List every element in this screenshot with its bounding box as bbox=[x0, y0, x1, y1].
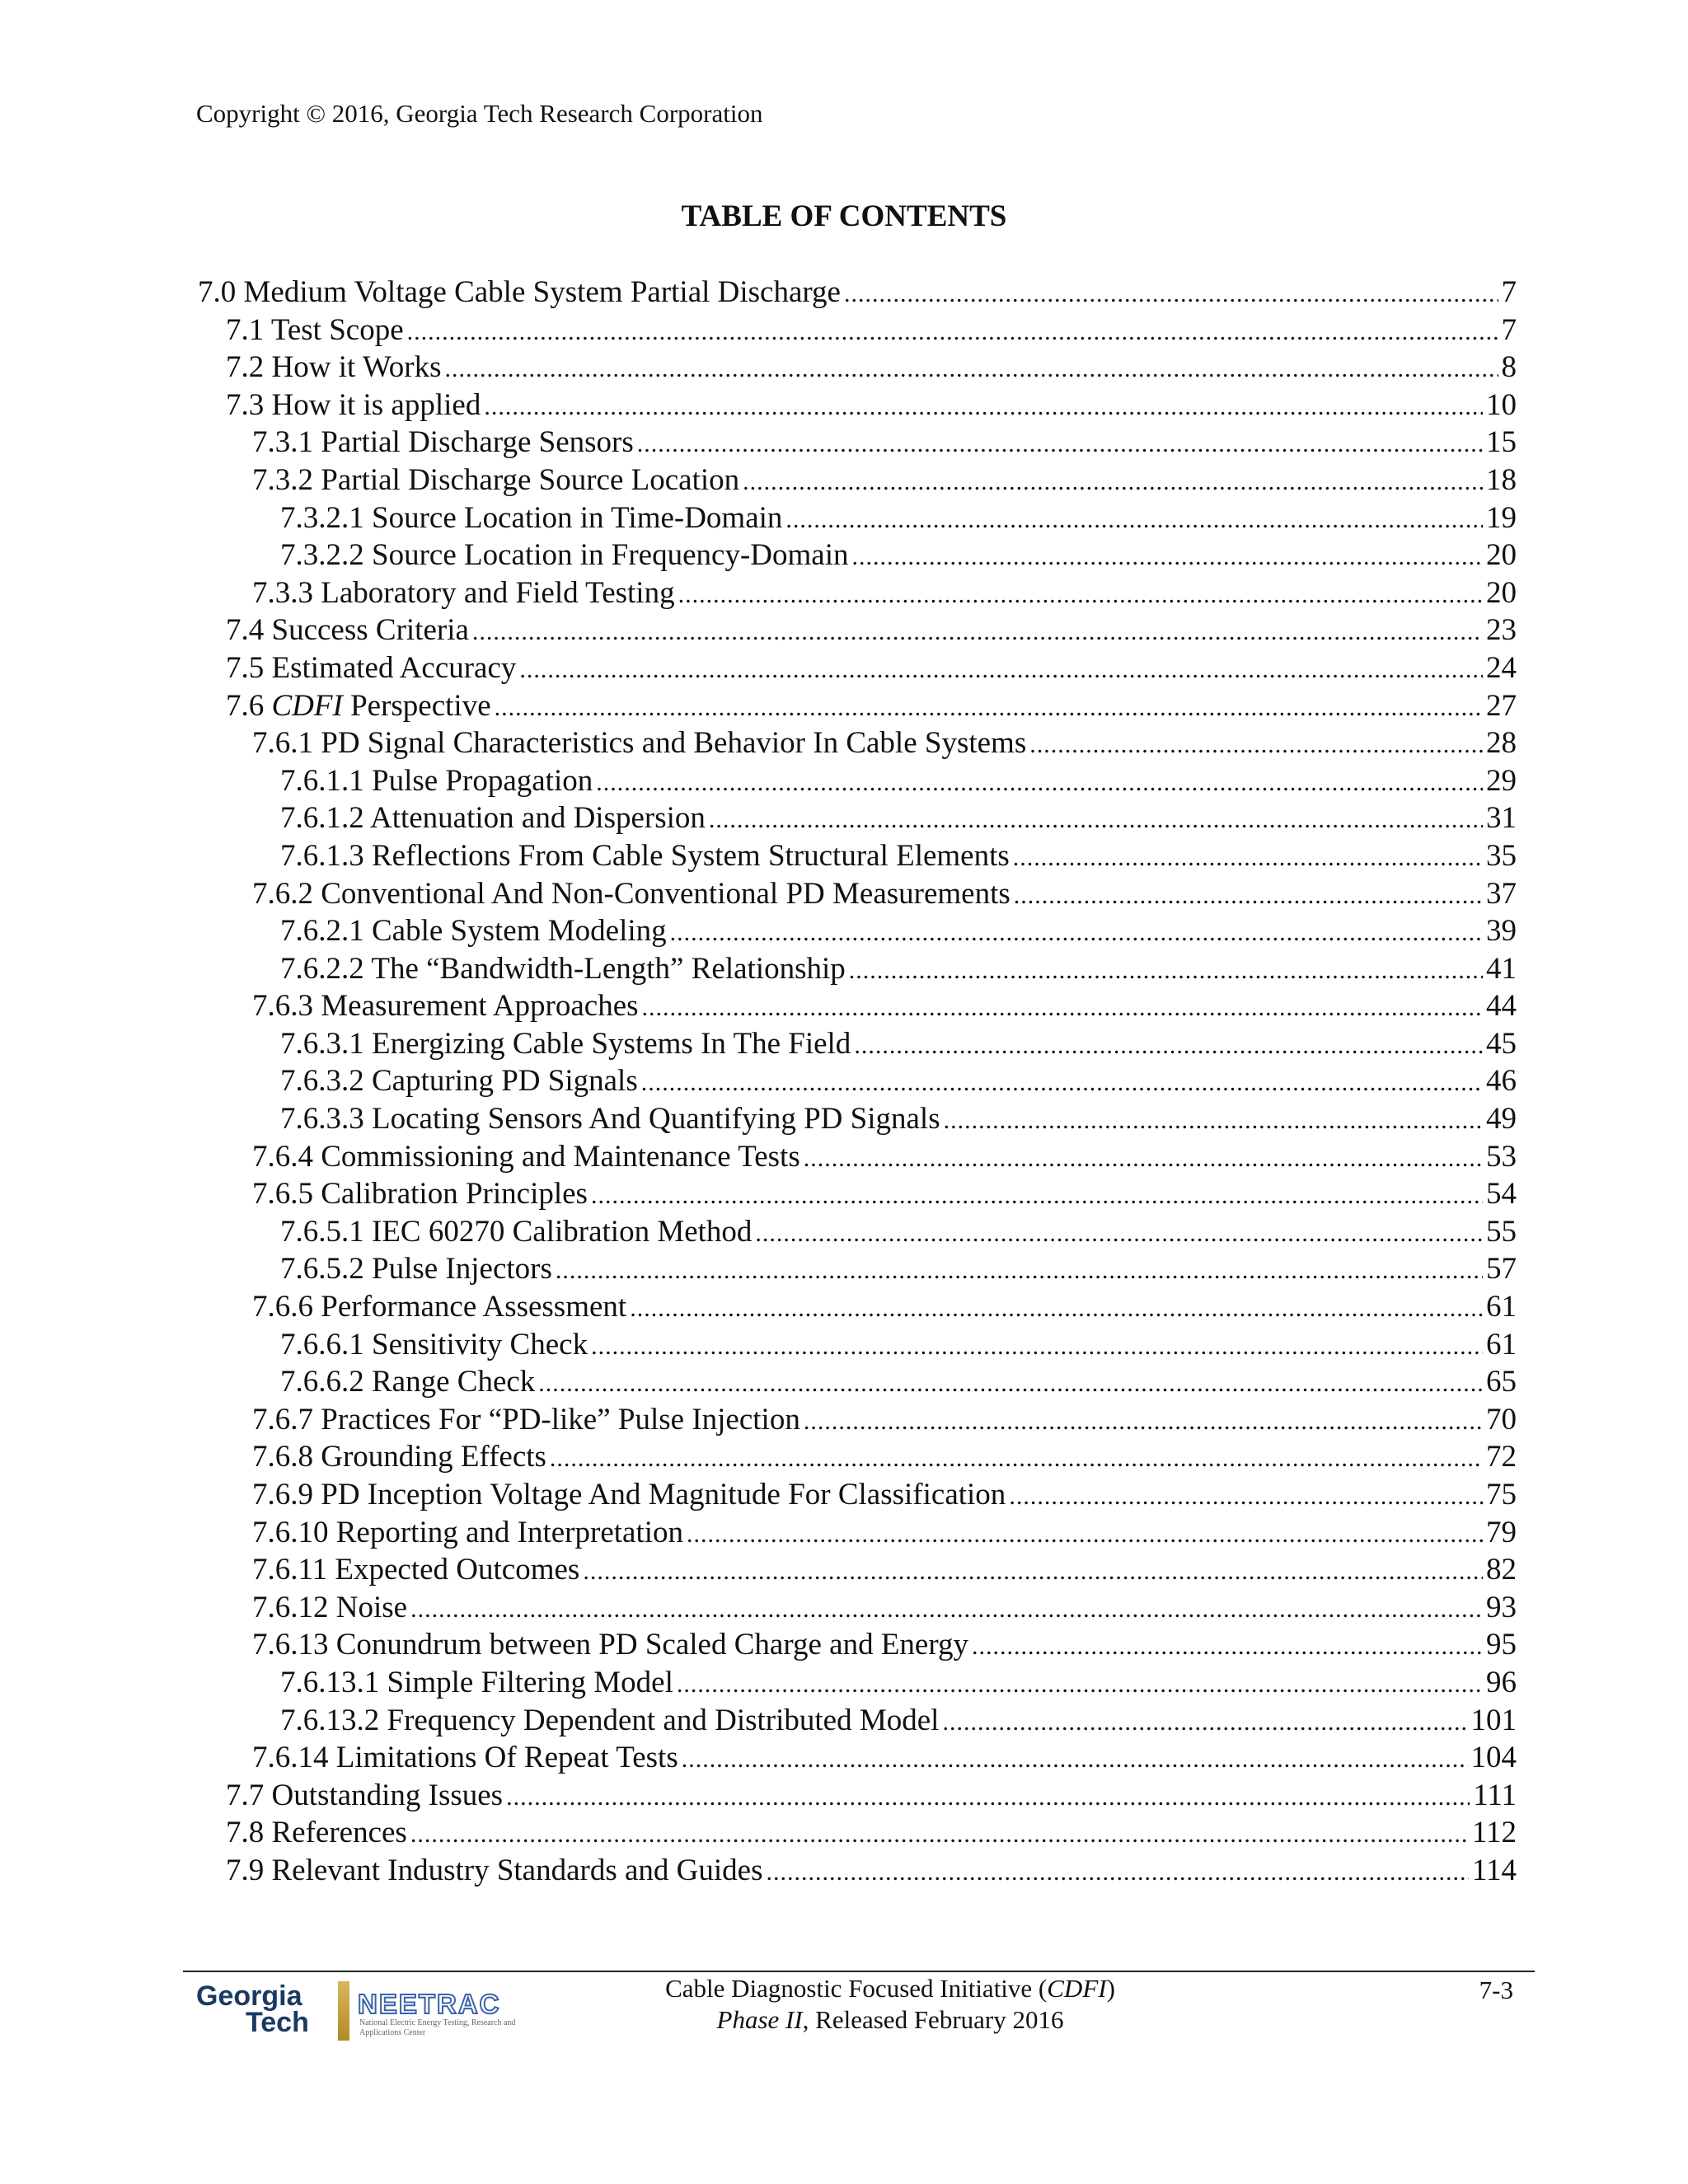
toc-page-number: 19 bbox=[1486, 500, 1517, 535]
toc-entry[interactable] bbox=[198, 1814, 1517, 1852]
toc-section-number: 7.3.3 bbox=[252, 575, 313, 610]
toc-entry[interactable] bbox=[198, 1589, 1517, 1627]
toc-dot-leader bbox=[538, 1365, 1483, 1401]
toc-section-title: Medium Voltage Cable System Partial Discharge bbox=[243, 275, 841, 309]
toc-section-title: Outstanding Issues bbox=[271, 1778, 504, 1812]
toc-entry-label bbox=[252, 1739, 678, 1777]
toc-page-number: 55 bbox=[1486, 1214, 1517, 1249]
toc-page-number: 75 bbox=[1486, 1478, 1517, 1511]
toc-entry-label bbox=[280, 1025, 851, 1063]
toc-section-number: 7.5 bbox=[226, 650, 265, 685]
toc-section-title: Conventional And Non-Conventional PD Measurements bbox=[321, 876, 1010, 911]
toc-entry[interactable] bbox=[198, 1626, 1517, 1664]
toc-dot-leader bbox=[445, 350, 1498, 387]
toc-dot-leader bbox=[851, 538, 1483, 574]
toc-section-number: 7.3.2.1 bbox=[280, 500, 364, 535]
toc-dot-leader bbox=[591, 1328, 1483, 1364]
toc-entry-label bbox=[280, 1702, 939, 1740]
toc-section-number: 7.6.1.3 bbox=[280, 838, 364, 873]
toc-entry[interactable] bbox=[198, 424, 1517, 462]
toc-dot-leader bbox=[596, 764, 1483, 800]
toc-dot-leader bbox=[591, 1177, 1483, 1213]
toc-section-title-italic: CDFI bbox=[271, 688, 343, 723]
toc-entry[interactable] bbox=[198, 1664, 1517, 1702]
toc-entry[interactable] bbox=[198, 687, 1517, 725]
toc-entry-label bbox=[280, 799, 706, 837]
toc-section-number: 7.6.5 bbox=[252, 1177, 313, 1212]
toc-section-number: 7.6.12 bbox=[252, 1590, 329, 1624]
toc-dot-leader bbox=[410, 1816, 1469, 1852]
toc-entry-label bbox=[226, 1777, 503, 1815]
footer-document-title bbox=[626, 1973, 1154, 2036]
footer-line-1: Cable Diagnostic Focused Initiative (CDFI) bbox=[665, 1974, 1115, 2003]
toc-page-number: 114 bbox=[1471, 1853, 1517, 1887]
neetrac-logo-subtitle: National Electric Energy Testing, Research and Applications Center bbox=[359, 2018, 516, 2037]
toc-entry[interactable] bbox=[198, 537, 1517, 574]
toc-section-number: 7.3 bbox=[226, 387, 265, 422]
toc-section-number: 7.6.9 bbox=[252, 1478, 313, 1511]
toc-page-number: 10 bbox=[1486, 387, 1517, 422]
toc-entry[interactable] bbox=[198, 312, 1517, 349]
toc-dot-leader bbox=[678, 576, 1483, 612]
neetrac-logo: NEETRAC bbox=[358, 1989, 501, 2019]
toc-section-title: Commissioning and Maintenance Tests bbox=[321, 1139, 800, 1174]
toc-section-title: IEC 60270 Calibration Method bbox=[372, 1214, 753, 1249]
page-title: TABLE OF CONTENTS bbox=[681, 199, 1007, 233]
toc-page-number: 65 bbox=[1486, 1365, 1517, 1399]
toc-dot-leader bbox=[556, 1252, 1483, 1288]
toc-entry[interactable] bbox=[198, 1138, 1517, 1176]
toc-page-number: 101 bbox=[1470, 1703, 1517, 1737]
toc-page-number: 20 bbox=[1486, 538, 1517, 573]
toc-entry-label bbox=[252, 574, 675, 612]
toc-section-title: Limitations Of Repeat Tests bbox=[335, 1741, 678, 1775]
toc-page-number: 70 bbox=[1486, 1402, 1517, 1436]
toc-entry[interactable] bbox=[198, 274, 1517, 312]
toc-entry-label bbox=[226, 612, 469, 649]
toc-dot-leader bbox=[1009, 1478, 1483, 1514]
toc-section-title: PD Inception Voltage And Magnitude For Classification bbox=[321, 1478, 1006, 1511]
toc-entry-label bbox=[252, 1138, 800, 1176]
toc-entry-label bbox=[252, 1551, 579, 1589]
toc-dot-leader bbox=[942, 1704, 1467, 1740]
toc-entry[interactable] bbox=[198, 1363, 1517, 1401]
toc-page-number: 37 bbox=[1486, 876, 1517, 911]
toc-section-number: 7.6.13 bbox=[252, 1628, 329, 1662]
toc-section-title: Partial Discharge Source Location bbox=[321, 462, 740, 497]
toc-dot-leader bbox=[1014, 877, 1483, 913]
toc-entry-label bbox=[226, 312, 404, 349]
toc-section-number: 7.1 bbox=[226, 312, 265, 347]
toc-page-number: 57 bbox=[1486, 1252, 1517, 1286]
toc-entry[interactable] bbox=[198, 987, 1517, 1025]
toc-entry-label bbox=[280, 1062, 638, 1100]
toc-entry-label bbox=[226, 1814, 407, 1852]
toc-dot-leader bbox=[407, 313, 1498, 349]
toc-page-number: 53 bbox=[1486, 1139, 1517, 1174]
toc-section-number: 7.6.13.1 bbox=[280, 1665, 380, 1699]
toc-dot-leader bbox=[1013, 839, 1483, 875]
logo-divider-bar bbox=[338, 1981, 349, 2041]
toc-dot-leader bbox=[854, 1027, 1483, 1063]
toc-entry-label bbox=[252, 1514, 683, 1552]
toc-entry-label bbox=[252, 462, 739, 499]
toc-dot-leader bbox=[642, 989, 1483, 1025]
toc-dot-leader bbox=[484, 388, 1483, 424]
toc-section-number: 7.4 bbox=[226, 613, 265, 648]
toc-entry-label bbox=[280, 837, 1010, 875]
toc-section-title: Frequency Dependent and Distributed Model bbox=[387, 1703, 940, 1737]
toc-entry-label bbox=[280, 762, 593, 800]
toc-page-number: 111 bbox=[1473, 1778, 1517, 1812]
toc-section-number: 7.6.14 bbox=[252, 1741, 329, 1775]
toc-section-title: Expected Outcomes bbox=[335, 1553, 580, 1587]
toc-section-number: 7.8 bbox=[226, 1816, 265, 1850]
toc-section-number: 7.6.2 bbox=[252, 876, 313, 911]
toc-section-title: Attenuation and Dispersion bbox=[369, 801, 706, 836]
toc-section-number: 7.6.2.1 bbox=[280, 914, 364, 949]
toc-page-number: 96 bbox=[1486, 1665, 1517, 1699]
footer-divider bbox=[183, 1971, 1535, 1972]
toc-dot-leader bbox=[641, 1064, 1483, 1100]
toc-page-number: 18 bbox=[1486, 462, 1517, 497]
toc-section-title: Noise bbox=[335, 1590, 408, 1624]
toc-page-number: 95 bbox=[1486, 1628, 1517, 1662]
toc-section-title: How it is applied bbox=[271, 387, 481, 422]
toc-section-number: 7.0 bbox=[198, 275, 237, 309]
toc-section-number: 7.3.2.2 bbox=[280, 538, 364, 573]
toc-dot-leader bbox=[506, 1779, 1470, 1815]
toc-entry-label bbox=[280, 912, 667, 950]
toc-section-title: Energizing Cable Systems In The Field bbox=[372, 1026, 851, 1061]
toc-entry[interactable] bbox=[198, 1401, 1517, 1439]
toc-page-number: 82 bbox=[1486, 1553, 1517, 1587]
toc-entry[interactable] bbox=[198, 574, 1517, 612]
toc-page-number: 79 bbox=[1486, 1515, 1517, 1549]
toc-section-title: Test Scope bbox=[270, 312, 404, 347]
toc-page-number: 61 bbox=[1486, 1327, 1517, 1361]
toc-section-number: 7.6.2.2 bbox=[280, 951, 364, 986]
toc-section-title: Estimated Accuracy bbox=[271, 650, 517, 685]
toc-entry-label bbox=[252, 1438, 546, 1476]
toc-section-number: 7.3.2 bbox=[252, 462, 313, 497]
toc-section-number: 7.2 bbox=[226, 350, 265, 385]
toc-page-number: 20 bbox=[1486, 575, 1517, 610]
georgia-tech-logo bbox=[196, 1981, 328, 2036]
toc-section-number: 7.6.6 bbox=[252, 1290, 313, 1324]
toc-entry[interactable] bbox=[198, 1476, 1517, 1514]
toc-page-number: 8 bbox=[1501, 350, 1517, 385]
toc-page-number: 41 bbox=[1486, 951, 1517, 986]
toc-entry-label bbox=[252, 424, 634, 462]
toc-entry[interactable] bbox=[198, 462, 1517, 499]
toc-section-title: Range Check bbox=[372, 1365, 536, 1399]
toc-page-number: 31 bbox=[1486, 801, 1517, 836]
toc-entry[interactable] bbox=[198, 1250, 1517, 1288]
toc-dot-leader bbox=[472, 613, 1483, 649]
toc-entry-label bbox=[252, 1476, 1006, 1514]
toc-section-title: Calibration Principles bbox=[321, 1177, 588, 1212]
toc-section-title: Cable System Modeling bbox=[372, 914, 667, 949]
toc-page-number: 15 bbox=[1486, 425, 1517, 460]
toc-entry[interactable] bbox=[198, 1852, 1517, 1890]
toc-dot-leader bbox=[755, 1215, 1483, 1251]
toc-section-title: Partial Discharge Sensors bbox=[321, 425, 634, 460]
toc-dot-leader bbox=[709, 801, 1483, 837]
toc-page-number: 49 bbox=[1486, 1102, 1517, 1137]
toc-entry[interactable] bbox=[198, 1175, 1517, 1213]
footer-line-2: Phase II, Released February 2016 bbox=[716, 2005, 1064, 2034]
toc-section-number: 7.6.6.2 bbox=[280, 1365, 364, 1399]
toc-entry-label bbox=[252, 987, 639, 1025]
toc-entry[interactable] bbox=[198, 1739, 1517, 1777]
toc-entry-label bbox=[226, 387, 481, 424]
toc-entry[interactable] bbox=[198, 1025, 1517, 1063]
logo-georgia-text: Georgia bbox=[196, 1980, 302, 2012]
toc-entry[interactable] bbox=[198, 1326, 1517, 1364]
toc-entry[interactable] bbox=[198, 499, 1517, 537]
toc-section-number: 7.6.1.2 bbox=[280, 801, 364, 836]
toc-entry-label bbox=[280, 1100, 940, 1138]
toc-entry[interactable] bbox=[198, 1777, 1517, 1815]
toc-dot-leader bbox=[1029, 726, 1483, 762]
toc-section-title: Performance Assessment bbox=[321, 1290, 627, 1324]
toc-section-number: 7.6.1 bbox=[252, 726, 313, 761]
toc-section-number: 7.7 bbox=[226, 1778, 265, 1812]
toc-entry[interactable] bbox=[198, 1213, 1517, 1251]
toc-entry-label bbox=[280, 1326, 588, 1364]
toc-entry[interactable] bbox=[198, 875, 1517, 913]
toc-page-number: 93 bbox=[1486, 1590, 1517, 1624]
toc-section-title: PD Signal Characteristics and Behavior In Cable Systems bbox=[321, 726, 1027, 761]
toc-page-number: 61 bbox=[1486, 1290, 1517, 1324]
toc-entry-label bbox=[280, 1213, 752, 1251]
toc-section-title: Success Criteria bbox=[271, 613, 469, 648]
toc-section-number: 7.6.3.1 bbox=[280, 1026, 364, 1061]
page-number: 7-3 bbox=[1479, 1975, 1513, 2004]
toc-dot-leader bbox=[670, 914, 1483, 950]
toc-entry-label bbox=[280, 499, 782, 537]
toc-dot-leader bbox=[630, 1290, 1483, 1326]
toc-section-title: Pulse Propagation bbox=[372, 763, 593, 798]
table-of-contents bbox=[198, 274, 1517, 1890]
toc-page-number: 104 bbox=[1470, 1741, 1517, 1775]
toc-section-number: 7.6.5.1 bbox=[280, 1214, 364, 1249]
toc-entry-label bbox=[252, 1589, 407, 1627]
toc-entry-label bbox=[226, 649, 516, 687]
toc-section-title: Reporting and Interpretation bbox=[335, 1515, 684, 1549]
toc-dot-leader bbox=[677, 1666, 1483, 1702]
toc-section-title: References bbox=[271, 1816, 407, 1850]
toc-page-number: 44 bbox=[1486, 989, 1517, 1024]
toc-entry-label bbox=[280, 950, 846, 988]
toc-dot-leader bbox=[583, 1553, 1483, 1589]
toc-section-number: 7.6.3 bbox=[252, 989, 313, 1024]
toc-entry-label bbox=[252, 1401, 800, 1439]
toc-section-number: 7.6.8 bbox=[252, 1440, 313, 1474]
toc-entry[interactable] bbox=[198, 912, 1517, 950]
toc-dot-leader bbox=[410, 1591, 1483, 1627]
toc-page-number: 45 bbox=[1486, 1026, 1517, 1061]
toc-dot-leader bbox=[519, 651, 1483, 687]
logo-tech-text: Tech bbox=[246, 2007, 309, 2038]
toc-section-number: 7.6.6.1 bbox=[280, 1327, 364, 1361]
toc-section-title: Conundrum between PD Scaled Charge and Energy bbox=[335, 1628, 968, 1662]
toc-dot-leader bbox=[844, 275, 1498, 312]
toc-page-number: 7 bbox=[1501, 312, 1517, 347]
toc-entry[interactable] bbox=[198, 950, 1517, 988]
toc-dot-leader bbox=[550, 1440, 1483, 1476]
toc-entry[interactable] bbox=[198, 1702, 1517, 1740]
toc-page-number: 35 bbox=[1486, 838, 1517, 873]
toc-section-number: 7.3.1 bbox=[252, 425, 313, 460]
toc-dot-leader bbox=[767, 1854, 1469, 1890]
toc-dot-leader bbox=[495, 689, 1483, 725]
toc-page-number: 72 bbox=[1486, 1440, 1517, 1474]
toc-dot-leader bbox=[687, 1516, 1483, 1552]
toc-entry-label bbox=[252, 1175, 588, 1213]
toc-page-number: 24 bbox=[1486, 650, 1517, 685]
toc-page-number: 54 bbox=[1486, 1177, 1517, 1212]
toc-dot-leader bbox=[743, 463, 1483, 499]
toc-page-number: 7 bbox=[1501, 275, 1517, 309]
toc-entry[interactable] bbox=[198, 837, 1517, 875]
toc-entry-label bbox=[198, 274, 841, 312]
toc-section-number: 7.6.11 bbox=[252, 1553, 328, 1587]
toc-section-title: Simple Filtering Model bbox=[387, 1665, 673, 1699]
toc-page-number: 112 bbox=[1471, 1816, 1517, 1850]
toc-entry-label bbox=[226, 1852, 763, 1890]
toc-entry-label bbox=[252, 875, 1010, 913]
toc-section-number: 7.6.7 bbox=[252, 1402, 313, 1436]
toc-dot-leader bbox=[785, 501, 1483, 537]
toc-section-title: Grounding Effects bbox=[321, 1440, 546, 1474]
toc-entry-label bbox=[252, 724, 1026, 762]
toc-section-number: 7.6.3.3 bbox=[280, 1102, 364, 1137]
toc-page-number: 27 bbox=[1486, 688, 1517, 723]
toc-entry[interactable] bbox=[198, 724, 1517, 762]
toc-page-number: 23 bbox=[1486, 613, 1517, 648]
toc-section-title: Perspective bbox=[342, 688, 491, 723]
toc-section-title: Locating Sensors And Quantifying PD Signals bbox=[372, 1102, 940, 1137]
toc-entry-label bbox=[226, 349, 442, 387]
toc-section-title: Relevant Industry Standards and Guides bbox=[271, 1853, 763, 1887]
toc-dot-leader bbox=[849, 952, 1483, 988]
toc-page-number: 29 bbox=[1486, 763, 1517, 798]
toc-dot-leader bbox=[804, 1403, 1483, 1439]
copyright-notice: Copyright © 2016, Georgia Tech Research Corporation bbox=[196, 99, 763, 128]
toc-page-number: 28 bbox=[1486, 726, 1517, 761]
toc-section-title: Laboratory and Field Testing bbox=[321, 575, 675, 610]
toc-entry[interactable] bbox=[198, 762, 1517, 800]
toc-entry-label bbox=[280, 1664, 673, 1702]
toc-entry-label bbox=[280, 537, 848, 574]
toc-entry[interactable] bbox=[198, 1514, 1517, 1552]
toc-section-number: 7.6 bbox=[226, 688, 265, 723]
toc-page-number: 46 bbox=[1486, 1064, 1517, 1099]
toc-dot-leader bbox=[682, 1741, 1468, 1777]
toc-entry[interactable] bbox=[198, 649, 1517, 687]
toc-dot-leader bbox=[637, 425, 1483, 462]
toc-entry-label bbox=[252, 1288, 626, 1326]
toc-dot-leader bbox=[972, 1628, 1483, 1664]
toc-section-title: Pulse Injectors bbox=[372, 1252, 552, 1286]
toc-entry-label bbox=[226, 687, 491, 725]
toc-section-title: How it Works bbox=[271, 350, 442, 385]
toc-section-title: Capturing PD Signals bbox=[372, 1064, 638, 1099]
toc-entry[interactable] bbox=[198, 1100, 1517, 1138]
toc-section-title: Source Location in Frequency-Domain bbox=[372, 538, 849, 573]
toc-dot-leader bbox=[944, 1102, 1483, 1138]
toc-entry[interactable] bbox=[198, 612, 1517, 649]
toc-section-title: Reflections From Cable System Structural Elements bbox=[372, 838, 1010, 873]
toc-dot-leader bbox=[804, 1140, 1483, 1176]
toc-entry[interactable] bbox=[198, 1062, 1517, 1100]
toc-entry[interactable] bbox=[198, 1288, 1517, 1326]
toc-section-number: 7.9 bbox=[226, 1853, 265, 1887]
toc-entry[interactable] bbox=[198, 799, 1517, 837]
toc-entry[interactable] bbox=[198, 349, 1517, 387]
toc-entry-label bbox=[280, 1250, 552, 1288]
toc-entry-label bbox=[252, 1626, 968, 1664]
toc-section-title: Sensitivity Check bbox=[372, 1327, 588, 1361]
toc-entry-label bbox=[280, 1363, 535, 1401]
toc-section-number: 7.6.10 bbox=[252, 1515, 329, 1549]
toc-section-number: 7.6.5.2 bbox=[280, 1252, 364, 1286]
toc-entry[interactable] bbox=[198, 1438, 1517, 1476]
toc-section-number: 7.6.13.2 bbox=[280, 1703, 380, 1737]
toc-section-title: Practices For “PD-like” Pulse Injection bbox=[321, 1402, 800, 1436]
toc-section-number: 7.6.1.1 bbox=[280, 763, 364, 798]
toc-page-number: 39 bbox=[1486, 914, 1517, 949]
toc-entry[interactable] bbox=[198, 387, 1517, 424]
toc-section-number: 7.6.4 bbox=[252, 1139, 313, 1174]
toc-section-number: 7.6.3.2 bbox=[280, 1064, 364, 1099]
toc-section-title: Measurement Approaches bbox=[321, 989, 639, 1024]
toc-entry[interactable] bbox=[198, 1551, 1517, 1589]
toc-section-title: Source Location in Time-Domain bbox=[372, 500, 783, 535]
toc-section-title: The “Bandwidth-Length” Relationship bbox=[371, 951, 846, 986]
